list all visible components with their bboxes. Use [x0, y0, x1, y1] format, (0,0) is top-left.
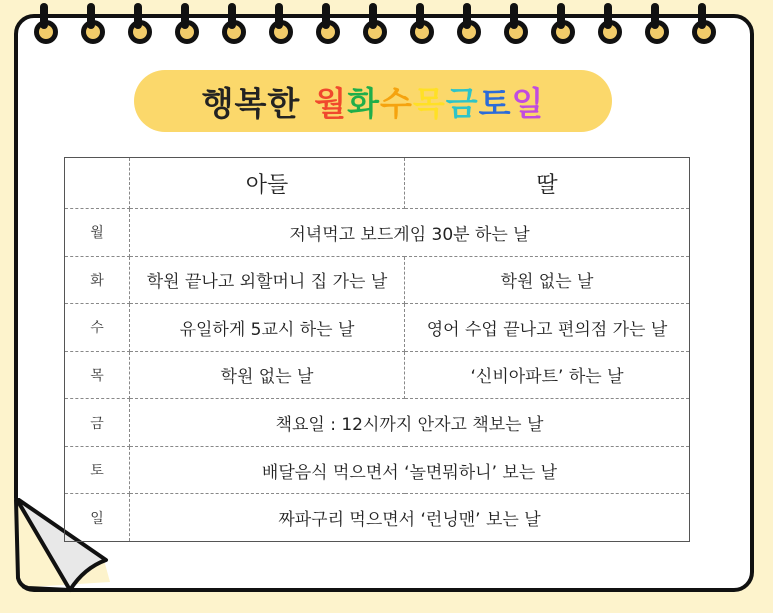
- table-row: [65, 256, 690, 304]
- title-day-sat: 토: [478, 83, 512, 123]
- day-label: 화: [65, 256, 130, 304]
- daughter-activity: 학원 없는 날: [405, 256, 690, 304]
- table-row: [65, 351, 690, 399]
- son-activity: 학원 끝나고 외할머니 집 가는 날: [130, 256, 405, 304]
- table-row: [65, 494, 690, 542]
- day-label: 월: [65, 209, 130, 257]
- binder-rings: [26, 2, 746, 62]
- binder-ring: [598, 20, 622, 44]
- binder-ring: [410, 20, 434, 44]
- binder-ring: [457, 20, 481, 44]
- table-row: [65, 304, 690, 352]
- table-row: [65, 399, 690, 447]
- title-day-thu: 목: [412, 83, 446, 123]
- header-corner: [65, 158, 130, 209]
- shared-activity: 책요일 : 12시까지 안자고 책보는 날: [130, 399, 690, 447]
- table-row: [65, 209, 690, 257]
- title-day-wed: 수: [379, 83, 413, 123]
- header-daughter: 딸: [405, 158, 690, 209]
- daughter-activity: 영어 수업 끝나고 편의점 가는 날: [405, 304, 690, 352]
- binder-ring: [269, 20, 293, 44]
- binder-ring: [81, 20, 105, 44]
- daughter-activity: ‘신비아파트’ 하는 날: [405, 351, 690, 399]
- day-label: 수: [65, 304, 130, 352]
- binder-ring: [34, 20, 58, 44]
- table-header-row: [65, 158, 690, 209]
- day-label: 목: [65, 351, 130, 399]
- title-banner: [134, 70, 612, 132]
- shared-activity: 배달음식 먹으면서 ‘놀면뭐하니’ 보는 날: [130, 446, 690, 494]
- son-activity: 유일하게 5교시 하는 날: [130, 304, 405, 352]
- schedule-table: [64, 157, 690, 542]
- binder-ring: [128, 20, 152, 44]
- title-prefix: 행복한: [201, 83, 301, 123]
- shared-activity: 저녁먹고 보드게임 30분 하는 날: [130, 209, 690, 257]
- day-label: 일: [65, 494, 130, 542]
- binder-ring: [551, 20, 575, 44]
- day-label: 토: [65, 446, 130, 494]
- title-day-tue: 화: [347, 83, 380, 123]
- binder-ring: [504, 20, 528, 44]
- binder-ring: [692, 20, 716, 44]
- son-activity: 학원 없는 날: [130, 351, 405, 399]
- binder-ring: [316, 20, 340, 44]
- shared-activity: 짜파구리 먹으면서 ‘런닝맨’ 보는 날: [130, 494, 690, 542]
- binder-ring: [363, 20, 387, 44]
- title-day-sun: 일: [511, 83, 545, 123]
- header-son: 아들: [130, 158, 405, 209]
- title-day-mon: 월: [314, 83, 348, 123]
- day-label: 금: [65, 399, 130, 447]
- binder-ring: [222, 20, 246, 44]
- binder-ring: [645, 20, 669, 44]
- table-row: [65, 446, 690, 494]
- binder-ring: [175, 20, 199, 44]
- title-day-fri: 금: [445, 83, 479, 123]
